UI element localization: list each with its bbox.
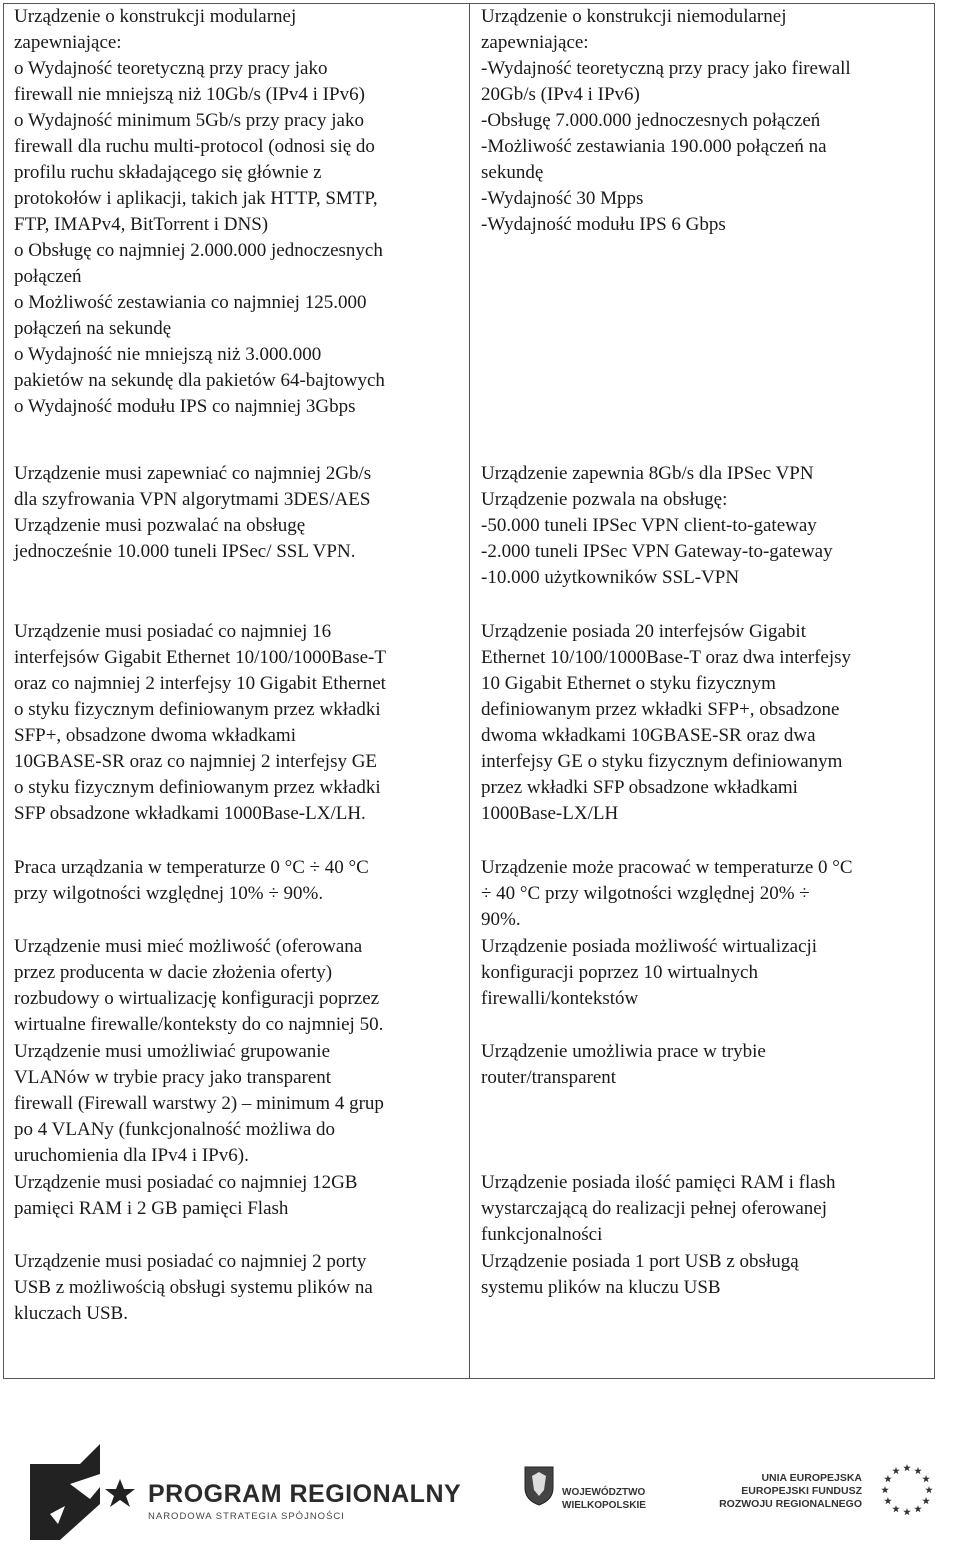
right-block-temperature xyxy=(481,855,853,933)
text-line: firewall nie mniejszą niż 10Gb/s (IPv4 i IPv6) xyxy=(14,84,365,105)
text-line: o Wydajność nie mniejszą niż 3.000.000 xyxy=(14,344,322,365)
text-line: -Wydajność teoretyczną przy pracy jako firewall xyxy=(481,58,851,79)
text-line: 1000Base-LX/LH xyxy=(481,803,619,824)
text-line: dwoma wkładkami 10GBASE-SR oraz dwa xyxy=(481,725,816,746)
text-line: -Wydajność modułu IPS 6 Gbps xyxy=(481,214,726,235)
text-line: firewall (Firewall warstwy 2) – minimum 4 grup xyxy=(14,1093,384,1114)
text-line: Urządzenie musi umożliwiać grupowanie xyxy=(14,1041,331,1062)
text-line: zapewniające: xyxy=(14,32,122,53)
text-line: -Wydajność 30 Mpps xyxy=(481,188,644,209)
left-block-vlan xyxy=(14,1039,384,1169)
right-block-interfaces xyxy=(481,619,851,827)
text-line: połączeń na sekundę xyxy=(14,318,172,339)
text-line: Urządzenie o konstrukcji modularnej xyxy=(14,6,297,27)
text-line: Praca urządzania w temperaturze 0 °C ÷ 40 °C xyxy=(14,857,369,878)
text-line: po 4 VLANy (funkcjonalność możliwa do xyxy=(14,1119,336,1140)
right-block-usb xyxy=(481,1249,799,1301)
text-line: o Wydajność minimum 5Gb/s przy pracy jako xyxy=(14,110,364,131)
text-line: VLANów w trybie pracy jako transparent xyxy=(14,1067,332,1088)
text-line: przy wilgotności względnej 10% ÷ 90%. xyxy=(14,883,324,904)
text-line: Urządzenie posiada 1 port USB z obsługą xyxy=(481,1251,799,1272)
text-line: o styku fizycznym definiowanym przez wkładki xyxy=(14,699,381,720)
text-line: zapewniające: xyxy=(481,32,589,53)
text-line: Urządzenie umożliwia prace w trybie xyxy=(481,1041,766,1062)
text-line: 10GBASE-SR oraz co najmniej 2 interfejsy GE xyxy=(14,751,378,772)
text-line: Urządzenie może pracować w temperaturze 0 °C xyxy=(481,857,853,878)
text-line: interfejsy GE o styku fizycznym definiowanym xyxy=(481,751,843,772)
text-line: Urządzenie posiada 20 interfejsów Gigabit xyxy=(481,621,806,642)
text-line: uruchomienia dla IPv4 i IPv6). xyxy=(14,1145,249,1166)
program-subtitle: NARODOWA STRATEGIA SPÓJNOŚCI xyxy=(148,1511,345,1522)
text-line: ÷ 40 °C przy wilgotności względnej 20% ÷ xyxy=(481,883,810,904)
eu-fund-label xyxy=(700,1472,862,1511)
text-line: SFP+, obsadzone dwoma wkładkami xyxy=(14,725,296,746)
text-line: Urządzenie musi pozwalać na obsługę xyxy=(14,515,306,536)
right-block-vlan xyxy=(481,1039,766,1091)
text-line: USB z możliwością obsługi systemu plików na xyxy=(14,1277,373,1298)
text-line: -10.000 użytkowników SSL-VPN xyxy=(481,567,740,588)
text-line: konfiguracji poprzez 10 wirtualnych xyxy=(481,962,758,983)
text-line: wirtualne firewalle/konteksty do co najmniej 50. xyxy=(14,1014,384,1035)
left-block-usb xyxy=(14,1249,373,1327)
program-logo xyxy=(148,1480,461,1522)
text-line: SFP obsadzone wkładkami 1000Base-LX/LH. xyxy=(14,803,366,824)
text-line: sekundę xyxy=(481,162,544,183)
right-block-virtualization xyxy=(481,934,817,1012)
left-block-vpn xyxy=(14,461,371,565)
text-line: definiowanym przez wkładki SFP+, obsadzone xyxy=(481,699,840,720)
right-block-vpn xyxy=(481,461,833,591)
text-line: Urządzenie musi posiadać co najmniej 2 porty xyxy=(14,1251,367,1272)
right-block-memory xyxy=(481,1170,836,1248)
eu-line-3: ROZWOJU REGIONALNEGO xyxy=(719,1498,862,1510)
text-line: Urządzenie pozwala na obsługę: xyxy=(481,489,728,510)
voivodeship-line-1: WOJEWÓDZTWO xyxy=(562,1487,646,1498)
text-line: -Możliwość zestawiania 190.000 połączeń na xyxy=(481,136,827,157)
footer-logos xyxy=(0,1420,960,1545)
column-divider xyxy=(469,3,470,1379)
text-line: o Wydajność teoretyczną przy pracy jako xyxy=(14,58,328,79)
text-line: Urządzenie posiada ilość pamięci RAM i flash xyxy=(481,1172,836,1193)
left-block-virtualization xyxy=(14,934,383,1038)
european-economy-logo xyxy=(20,1444,160,1540)
text-line: 10 Gigabit Ethernet o styku fizycznym xyxy=(481,673,776,694)
text-line: jednocześnie 10.000 tuneli IPSec/ SSL VPN. xyxy=(14,541,356,562)
text-line: firewall dla ruchu multi-protocol (odnosi się do xyxy=(14,136,375,157)
text-line: pamięci RAM i 2 GB pamięci Flash xyxy=(14,1198,289,1219)
text-line: pakietów na sekundę dla pakietów 64-bajtowych xyxy=(14,370,385,391)
left-block-performance xyxy=(14,4,385,420)
left-block-temperature xyxy=(14,855,369,907)
text-line: router/transparent xyxy=(481,1067,617,1088)
text-line: oraz co najmniej 2 interfejsy 10 Gigabit Ethernet xyxy=(14,673,386,694)
text-line: dla szyfrowania VPN algorytmami 3DES/AES xyxy=(14,489,371,510)
text-line: o styku fizycznym definiowanym przez wkładki xyxy=(14,777,381,798)
text-line: Urządzenie musi posiadać co najmniej 12GB xyxy=(14,1172,358,1193)
text-line: o Wydajność modułu IPS co najmniej 3Gbps xyxy=(14,396,356,417)
text-line: Urządzenie posiada możliwość wirtualizacji xyxy=(481,936,818,957)
text-line: 20Gb/s (IPv4 i IPv6) xyxy=(481,84,640,105)
text-line: połączeń xyxy=(14,266,82,287)
text-line: FTP, IMAPv4, BitTorrent i DNS) xyxy=(14,214,269,235)
text-line: rozbudowy o wirtualizację konfiguracji poprzez xyxy=(14,988,380,1009)
text-line: Urządzenie musi zapewniać co najmniej 2Gb/s xyxy=(14,463,372,484)
wielkopolska-crest-icon xyxy=(524,1466,554,1506)
text-line: o Obsługę co najmniej 2.000.000 jednoczesnych xyxy=(14,240,383,261)
text-line: systemu plików na kluczu USB xyxy=(481,1277,721,1298)
text-line: Urządzenie o konstrukcji niemodularnej xyxy=(481,6,787,27)
text-line: profilu ruchu składającego się głównie z xyxy=(14,162,322,183)
text-line: 90%. xyxy=(481,909,521,930)
eu-line-1: UNIA EUROPEJSKA xyxy=(761,1472,862,1484)
text-line: Urządzenie musi posiadać co najmniej 16 xyxy=(14,621,332,642)
voivodeship-label xyxy=(562,1486,646,1512)
program-title: PROGRAM REGIONALNY xyxy=(148,1480,462,1508)
right-block-performance xyxy=(481,4,851,238)
text-line: protokołów i aplikacji, takich jak HTTP, SMTP, xyxy=(14,188,378,209)
text-line: firewalli/kontekstów xyxy=(481,988,639,1009)
text-line: Ethernet 10/100/1000Base-T oraz dwa interfejsy xyxy=(481,647,852,668)
voivodeship-line-2: WIELKOPOLSKIE xyxy=(562,1500,646,1511)
text-line: -2.000 tuneli IPSec VPN Gateway-to-gateway xyxy=(481,541,833,562)
text-line: kluczach USB. xyxy=(14,1303,128,1324)
text-line: wystarczającą do realizacji pełnej oferowanej xyxy=(481,1198,828,1219)
left-block-memory xyxy=(14,1170,357,1222)
text-line: przez wkładki SFP obsadzone wkładkami xyxy=(481,777,798,798)
eu-flag-icon xyxy=(868,1460,946,1520)
text-line: o Możliwość zestawiania co najmniej 125.000 xyxy=(14,292,367,313)
text-line: Urządzenie musi mieć możliwość (oferowana xyxy=(14,936,363,957)
left-block-interfaces xyxy=(14,619,386,827)
text-line: interfejsów Gigabit Ethernet 10/100/1000Base-T xyxy=(14,647,386,668)
text-line: przez producenta w dacie złożenia oferty) xyxy=(14,962,333,983)
text-line: Urządzenie zapewnia 8Gb/s dla IPSec VPN xyxy=(481,463,814,484)
text-line: funkcjonalności xyxy=(481,1224,603,1245)
text-line: -50.000 tuneli IPSec VPN client-to-gateway xyxy=(481,515,817,536)
eu-line-2: EUROPEJSKI FUNDUSZ xyxy=(741,1485,862,1497)
text-line: -Obsługę 7.000.000 jednoczesnych połączeń xyxy=(481,110,821,131)
